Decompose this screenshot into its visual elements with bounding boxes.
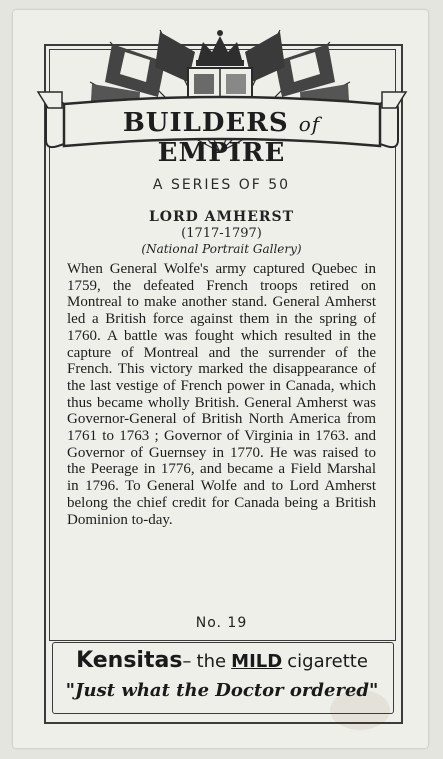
banner-word-builders: BUILDERS — [122, 108, 289, 138]
series-subtitle: A SERIES OF 50 — [152, 177, 291, 193]
banner-word-of: of — [298, 112, 321, 136]
advert-brand: Kensitas — [76, 648, 183, 673]
portrait-credit: (National Portrait Gallery) — [141, 242, 302, 256]
card-number: No. 19 — [195, 615, 248, 631]
advert-mild: MILD — [231, 651, 283, 672]
advert-the: the — [196, 651, 227, 672]
advert-brand-line — [52, 648, 392, 673]
banner-title — [60, 108, 383, 168]
biography-text: When General Wolfe's army captured Quebec in 1759, the defeated French troops retired on Montreal to make another stand. General Amherst led a British force against them in the spring of 1760. A battle was fought which resulted in the capture of Montreal and the surrender of the French. This victory marked the disappearance of the last vestige of French power in Canada, which thus became wholly British. General Amherst was Governor-General of British North America from 1761 to 1763 ; Governor of Virginia in 1763. and Governor of Guernsey in 1770. He was raised to the Peerage in 1776, and became a Field Marshal in 1796. To General Wolfe and to Lord Amherst belong the chief credit for Canada being a British Dominion to-day. — [67, 261, 376, 528]
banner-word-empire: EMPIRE — [157, 138, 286, 168]
advert-cigarette: cigarette — [287, 651, 368, 672]
advert-slogan: "Just what the Doctor ordered" — [65, 680, 379, 701]
subject-name: LORD AMHERST — [148, 209, 295, 225]
subject-dates: (1717-1797) — [181, 226, 262, 241]
advert-dash: – — [182, 651, 192, 672]
